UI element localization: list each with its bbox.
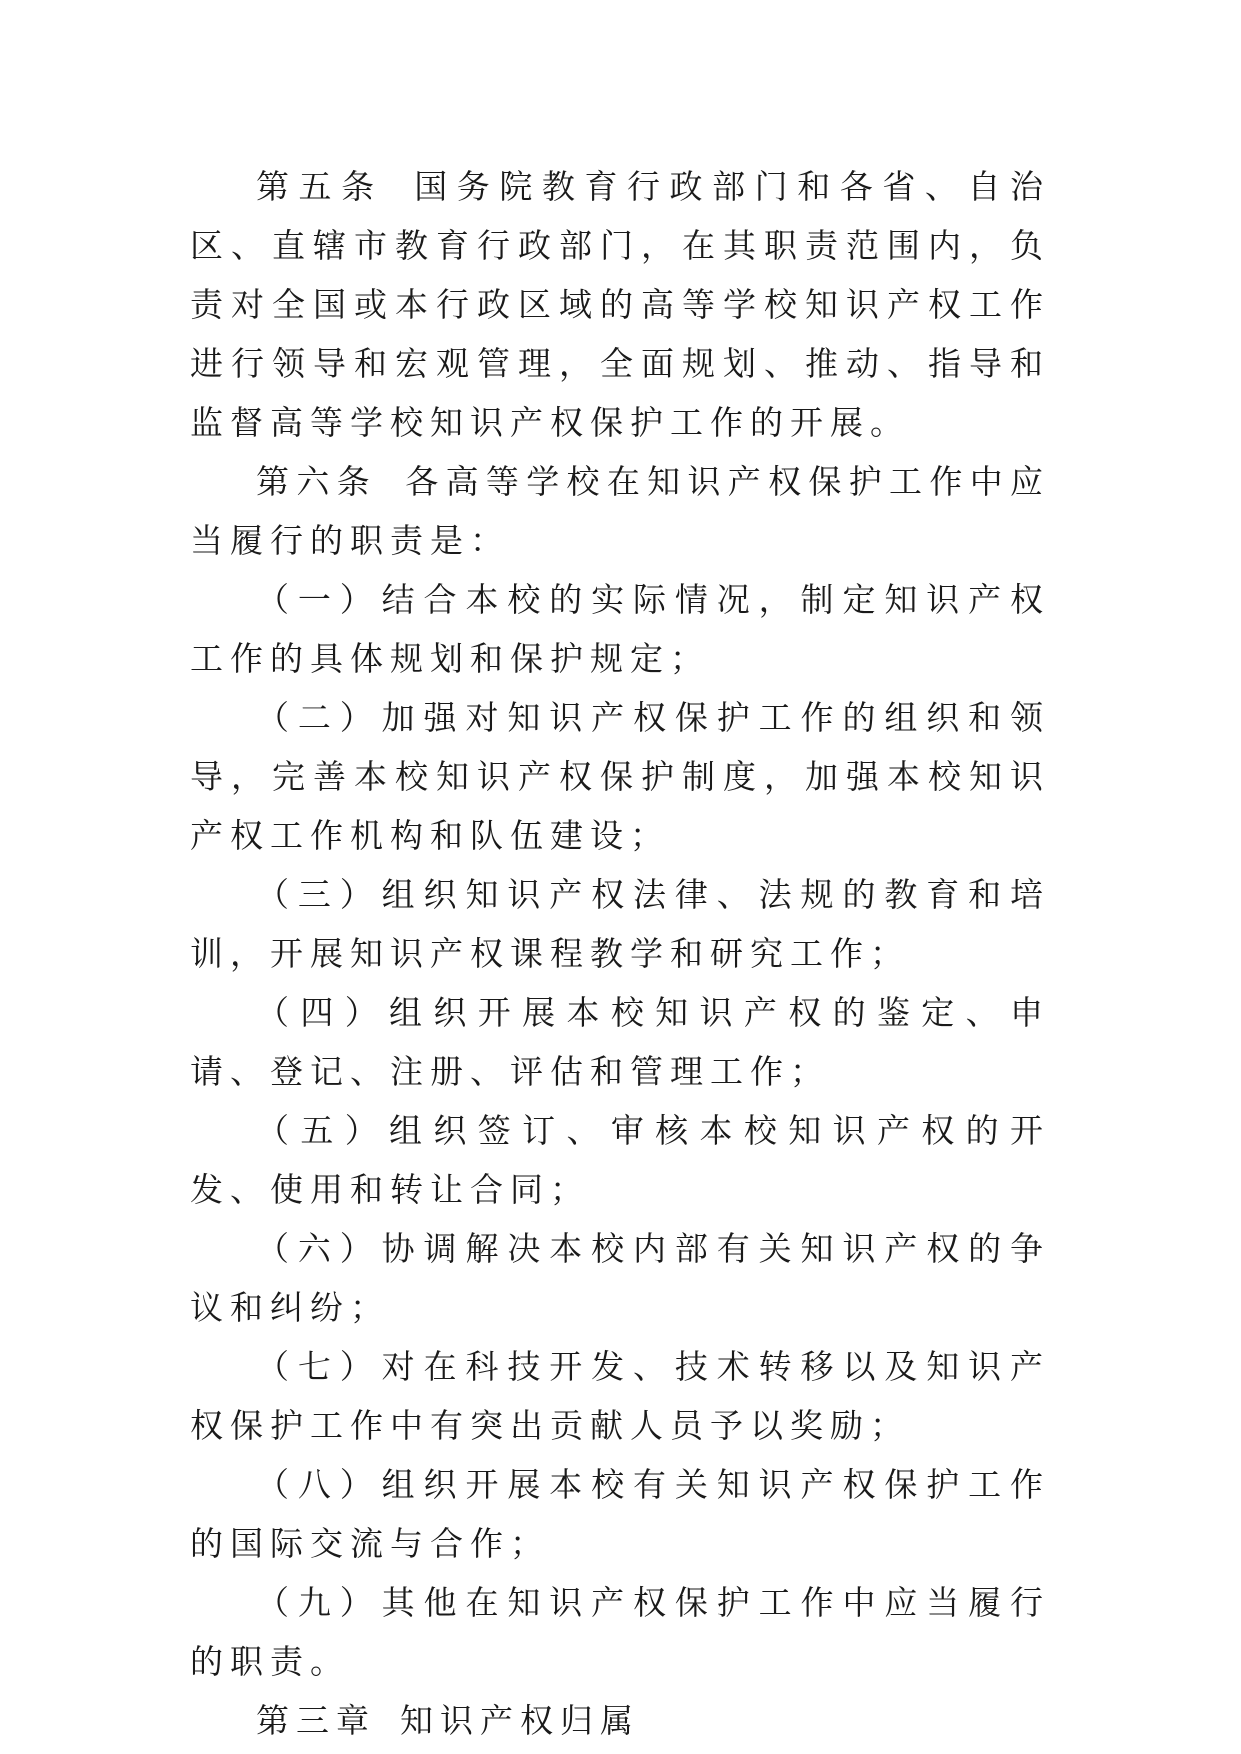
document-body bbox=[190, 157, 1050, 1750]
article-6 bbox=[190, 452, 1050, 570]
article-6-label: 第六条 bbox=[256, 462, 377, 501]
chapter-label: 第三章 bbox=[256, 1701, 376, 1740]
chapter-title: 知识产权归属 bbox=[400, 1701, 640, 1740]
article-5 bbox=[190, 157, 1050, 452]
article-5-text: 国务院教育行政部门和各省、自治区、直辖市教育行政部门，在其职责范围内，负责对全国或本行政区域的高等学校知识产权工作进行领导和宏观管理，全面规划、推动、指导和监督高等学校知识产权保护工作的开展。 bbox=[190, 167, 1051, 442]
duty-item-6: （六）协调解决本校内部有关知识产权的争议和纠纷； bbox=[190, 1229, 1050, 1327]
duty-item-8: （八）组织开展本校有关知识产权保护工作的国际交流与合作； bbox=[190, 1465, 1050, 1563]
article-6-text: 各高等学校在知识产权保护工作中应当履行的职责是： bbox=[190, 462, 1051, 560]
duty-item-7: （七）对在科技开发、技术转移以及知识产权保护工作中有突出贡献人员予以奖励； bbox=[190, 1347, 1050, 1445]
article-5-label: 第五条 bbox=[256, 167, 384, 206]
duty-item-1: （一）结合本校的实际情况，制定知识产权工作的具体规划和保护规定； bbox=[190, 580, 1050, 678]
duty-item-5: （五）组织签订、审核本校知识产权的开发、使用和转让合同； bbox=[190, 1111, 1050, 1209]
duty-item-9: （九）其他在知识产权保护工作中应当履行的职责。 bbox=[190, 1583, 1050, 1681]
chapter-heading bbox=[190, 1691, 1050, 1750]
duty-item-2: （二）加强对知识产权保护工作的组织和领导，完善本校知识产权保护制度，加强本校知识产权工作机构和队伍建设； bbox=[190, 698, 1050, 855]
duty-item-4: （四）组织开展本校知识产权的鉴定、申请、登记、注册、评估和管理工作； bbox=[190, 993, 1050, 1091]
duty-item-3: （三）组织知识产权法律、法规的教育和培训，开展知识产权课程教学和研究工作； bbox=[190, 875, 1050, 973]
